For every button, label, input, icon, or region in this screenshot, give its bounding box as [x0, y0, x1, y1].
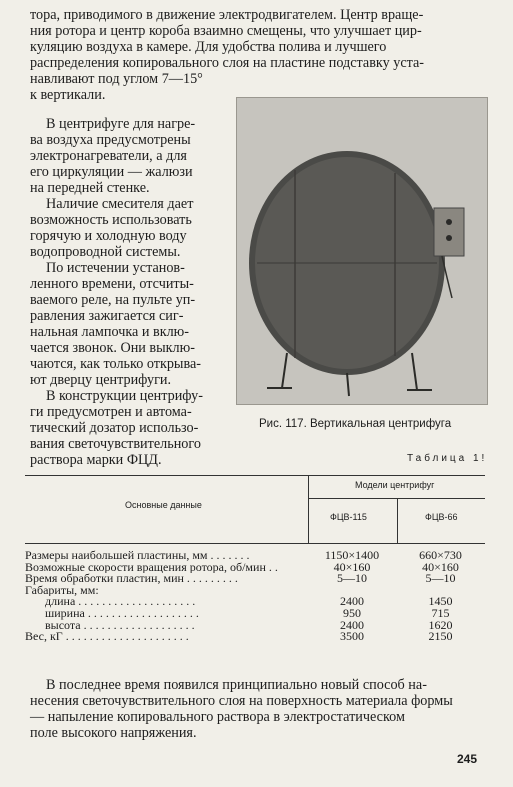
row-label: ширина . . . . . . . . . . . . . . . . . . . — [45, 607, 199, 620]
closing-paragraph — [30, 677, 485, 741]
header-group: Модели центрифуг — [355, 480, 435, 490]
table-rule — [397, 498, 398, 543]
text-line: электронагреватели, а для — [30, 148, 187, 164]
text-line: В центрифуге для нагре- — [46, 116, 196, 132]
left-column-text — [30, 116, 252, 468]
text-line: чаются, как только открыва- — [30, 356, 201, 372]
header-main: Основные данные — [125, 500, 202, 510]
table-row — [25, 617, 485, 632]
centrifuge-photo — [236, 97, 488, 405]
value-fcv66: 1450 — [428, 594, 453, 609]
text-line: В конструкции центрифу- — [46, 388, 203, 404]
text-line: чается звонок. Они выклю- — [30, 340, 195, 356]
table-row — [25, 596, 485, 608]
text-line: навливают под углом 7—15° — [30, 71, 203, 87]
row-label: Габариты, мм: — [25, 584, 99, 597]
text-line: ют дверцу центрифуги. — [30, 372, 172, 388]
value-fcv115: 5—10 — [337, 571, 367, 586]
text-line: ния ротора и центр короба взаимно смещены, что улучшает цир- — [30, 23, 422, 39]
value-fcv66: 40×160 — [422, 559, 459, 574]
table-rule — [308, 475, 309, 543]
row-label: длина . . . . . . . . . . . . . . . . . . . . — [45, 596, 196, 608]
text-line: к вертикали. — [30, 87, 106, 103]
value-fcv115: 3500 — [340, 629, 364, 644]
table-row — [25, 573, 485, 585]
text-line: тора, приводимого в движение электродвигателем. Центр враще- — [30, 7, 424, 23]
table-label: Таблица 1! — [407, 453, 488, 464]
text-line: Наличие смесителя дает — [46, 196, 194, 212]
row-label: Время обработки пластин, мин . . . . . . . . . — [25, 573, 238, 585]
text-line: раствора марки ФЦД. — [30, 452, 162, 468]
text-line: ленного времени, отсчиты- — [30, 276, 194, 292]
row-label: Вес, кГ . . . . . . . . . . . . . . . . . . . . . — [25, 631, 189, 643]
value-fcv66: 660×730 — [419, 548, 462, 562]
text-line: По истечении установ- — [46, 260, 185, 276]
table-row — [25, 631, 485, 643]
text-line: водопроводной системы. — [30, 244, 181, 260]
header-col2: ФЦВ-66 — [425, 512, 458, 522]
intro-paragraph — [30, 7, 485, 103]
text-line: несения светочувствительного слоя на поверхность материала формы — [30, 693, 453, 709]
table-row — [25, 605, 485, 620]
text-line: на передней стенке. — [30, 180, 150, 196]
value-fcv66: 5—10 — [425, 571, 456, 586]
figure-caption: Рис. 117. Вертикальная центрифуга — [259, 418, 452, 430]
value-fcv66: 1620 — [428, 617, 453, 632]
row-label: Возможные скорости вращения ротора, об/мин . . — [25, 561, 278, 574]
text-line: нальная лампочка и вклю- — [30, 324, 189, 340]
table-rule — [25, 543, 485, 544]
text-line: возможность использовать — [30, 212, 192, 228]
text-line: поле высокого напряжения. — [30, 725, 197, 741]
row-label: Размеры наибольшей пластины, мм . . . . . . . — [25, 550, 250, 562]
text-line: — напыление копировального раствора в электростатическом — [30, 709, 405, 725]
page-number: 245 — [457, 752, 478, 766]
text-line: горячую и холодную воду — [30, 228, 187, 244]
row-label: высота . . . . . . . . . . . . . . . . . . . — [45, 619, 195, 632]
centrifuge-illustration — [237, 98, 487, 404]
text-line: равления зажигается сиг- — [30, 308, 184, 324]
value-fcv115: 2400 — [340, 594, 364, 609]
text-line: вания светочувствительного — [30, 436, 201, 452]
text-line: В последнее время появился принципиально новый способ на- — [46, 677, 427, 693]
text-line: ги предусмотрен и автома- — [30, 404, 192, 420]
text-line: ва воздуха предусмотрены — [30, 132, 191, 148]
value-fcv115: 40×160 — [333, 559, 371, 574]
text-line: его циркуляции — жалюзи — [30, 164, 193, 180]
value-fcv115: 950 — [343, 605, 361, 620]
text-line: распределения копировального слоя на пластине подставку уста- — [30, 55, 425, 71]
table-row — [25, 559, 485, 574]
value-fcv115: 2400 — [340, 617, 364, 632]
header-col1: ФЦВ-115 — [330, 512, 367, 522]
table-row — [25, 550, 485, 562]
value-fcv66: 2150 — [428, 629, 453, 644]
text-line: тический дозатор использо- — [30, 420, 199, 436]
table-body — [25, 550, 485, 643]
table-rule — [25, 475, 485, 476]
table-rule — [308, 498, 485, 499]
value-fcv115: 1150×1400 — [324, 548, 380, 562]
text-line: куляцию воздуха в камере. Для удобства полива и лучшего — [30, 39, 387, 55]
table-row — [25, 585, 485, 597]
text-line: ваемого реле, на пульте уп- — [30, 292, 196, 308]
value-fcv66: 715 — [431, 605, 450, 620]
